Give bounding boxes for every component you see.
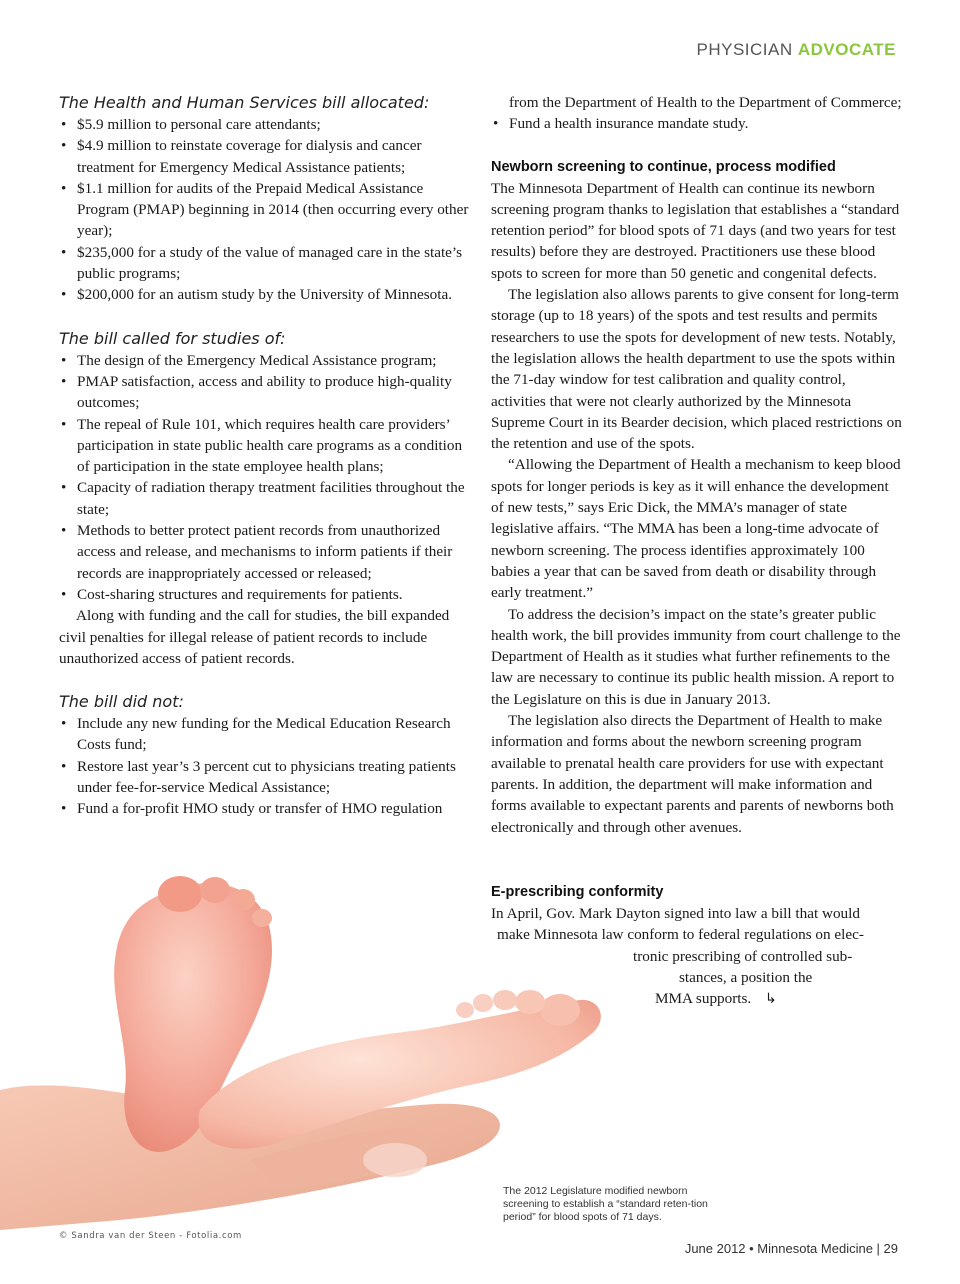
newborn-paragraph: “Allowing the Department of Health a mechanism to keep blood spots for longer periods is key as it will enhance the development of new tests,” says Eric Dick, the MMA’s manager of state legislative affairs. “The MMA has been a long-time advocate of newborn screening. The process identifies approximately 100 babies a year that can be saved from death or disability through early treatment.” bbox=[491, 456, 901, 602]
did-not-list-continued bbox=[491, 92, 903, 135]
studies-heading: The bill called for studies of: bbox=[59, 328, 286, 348]
list-item: • $200,000 for an autism study by the University of Minnesota. bbox=[59, 284, 471, 305]
list-item: • The repeal of Rule 101, which requires health care providers’ participation in state public health care programs as a condition of participation in the state employee health plans; bbox=[59, 414, 471, 478]
page-footer: June 2012 • Minnesota Medicine | 29 bbox=[684, 1241, 898, 1256]
right-column bbox=[491, 92, 903, 838]
newborn-paragraph: The legislation also allows parents to give consent for long-term storage (up to 18 years) of the spots and test results and permits researchers to use the spots for development of new tests. Notably, the legislation allows the health department to use the spots within the 71-day window for test calibration and quality control, activities that were not clearly authorized by the Minnesota Supreme Court in its Bearder decision, which placed restrictions on the retention and use of the spots. bbox=[491, 286, 902, 453]
e-prescribing-section bbox=[491, 882, 903, 1010]
left-column bbox=[59, 92, 471, 820]
e-prescribing-line: make Minnesota law conform to federal regulations on elec- bbox=[497, 926, 864, 944]
e-prescribing-line: MMA supports. bbox=[655, 990, 752, 1008]
photo-caption: The 2012 Legislature modified newborn screening to establish a “standard reten-tion period” for blood spots of 71 days. bbox=[503, 1185, 708, 1223]
section-accent-label: ADVOCATE bbox=[797, 40, 896, 59]
list-item: • $5.9 million to personal care attendants; bbox=[59, 114, 471, 135]
list-item: • Methods to better protect patient records from unauthorized access and release, and mechanisms to inform patients if their records are inappropriately accessed or released; bbox=[59, 520, 471, 584]
hhs-allocated-heading: The Health and Human Services bill allocated: bbox=[59, 93, 430, 112]
along-with-funding-paragraph: Along with funding and the call for studies, the bill expanded civil penalties for illegal release of patient records to include unauthorized access of patient records. bbox=[59, 607, 450, 667]
section-header bbox=[696, 40, 896, 60]
section-label: PHYSICIAN bbox=[696, 40, 793, 59]
list-item: • PMAP satisfaction, access and ability to produce high-quality outcomes; bbox=[59, 371, 471, 414]
continued-arrow-icon: ↳ bbox=[765, 991, 777, 1008]
list-item: • $235,000 for a study of the value of managed care in the state’s public programs; bbox=[59, 242, 471, 285]
newborn-paragraph: The legislation also directs the Department of Health to make information and forms about the newborn screening program available to prenatal health care providers for use with expectant parents. In addition, the department will make information and forms available to expectant parents and parents of newborns both electronically and through other avenues. bbox=[491, 712, 894, 836]
hhs-allocation-list bbox=[59, 114, 471, 306]
newborn-paragraph: The Minnesota Department of Health can continue its newborn screening program thanks to legislation that establishes a “standard retention period” for blood spots of 71 days (and two years for test results) before they are destroyed. Practitioners use these blood spots to screen for more than 50 genetic and congenital defects. bbox=[491, 179, 900, 282]
e-prescribing-line: stances, a position the bbox=[679, 968, 813, 986]
list-item: • $4.9 million to reinstate coverage for dialysis and cancer treatment for Emergency Medical Assistance patients; bbox=[59, 135, 471, 178]
list-item-continued: from the Department of Health to the Department of Commerce; bbox=[509, 94, 902, 111]
list-item: • Fund a for-profit HMO study or transfer of HMO regulation bbox=[59, 798, 471, 819]
did-not-list bbox=[59, 713, 471, 819]
did-not-heading: The bill did not: bbox=[59, 692, 184, 712]
list-item: • Include any new funding for the Medical Education Research Costs fund; bbox=[59, 713, 471, 756]
list-item: • Cost-sharing structures and requirements for patients. bbox=[59, 584, 471, 605]
list-item: • The design of the Emergency Medical Assistance program; bbox=[59, 350, 471, 371]
studies-list bbox=[59, 350, 471, 606]
e-prescribing-line: In April, Gov. Mark Dayton signed into law a bill that would bbox=[491, 905, 860, 922]
photo-credit: © Sandra van der Steen - Fotolia.com bbox=[59, 1231, 242, 1241]
e-prescribing-line: tronic prescribing of controlled sub- bbox=[633, 947, 853, 965]
newborn-paragraph: To address the decision’s impact on the state’s greater public health work, the bill provides immunity from court challenge to the Department of Health as it studies what further refinements to the law are necessary to continue its public health mission. A report to the Legislature on this is due in January 2013. bbox=[491, 605, 901, 708]
list-item: • Capacity of radiation therapy treatment facilities throughout the state; bbox=[59, 477, 471, 520]
list-item: • Fund a health insurance mandate study. bbox=[491, 113, 903, 134]
list-item: • Restore last year’s 3 percent cut to physicians treating patients under fee-for-service Medical Assistance; bbox=[59, 756, 471, 799]
newborn-screening-heading: Newborn screening to continue, process modified bbox=[491, 158, 836, 175]
e-prescribing-heading: E-prescribing conformity bbox=[491, 884, 664, 900]
list-item: • $1.1 million for audits of the Prepaid Medical Assistance Program (PMAP) beginning in 2014 (then occurring every other year); bbox=[59, 178, 471, 242]
